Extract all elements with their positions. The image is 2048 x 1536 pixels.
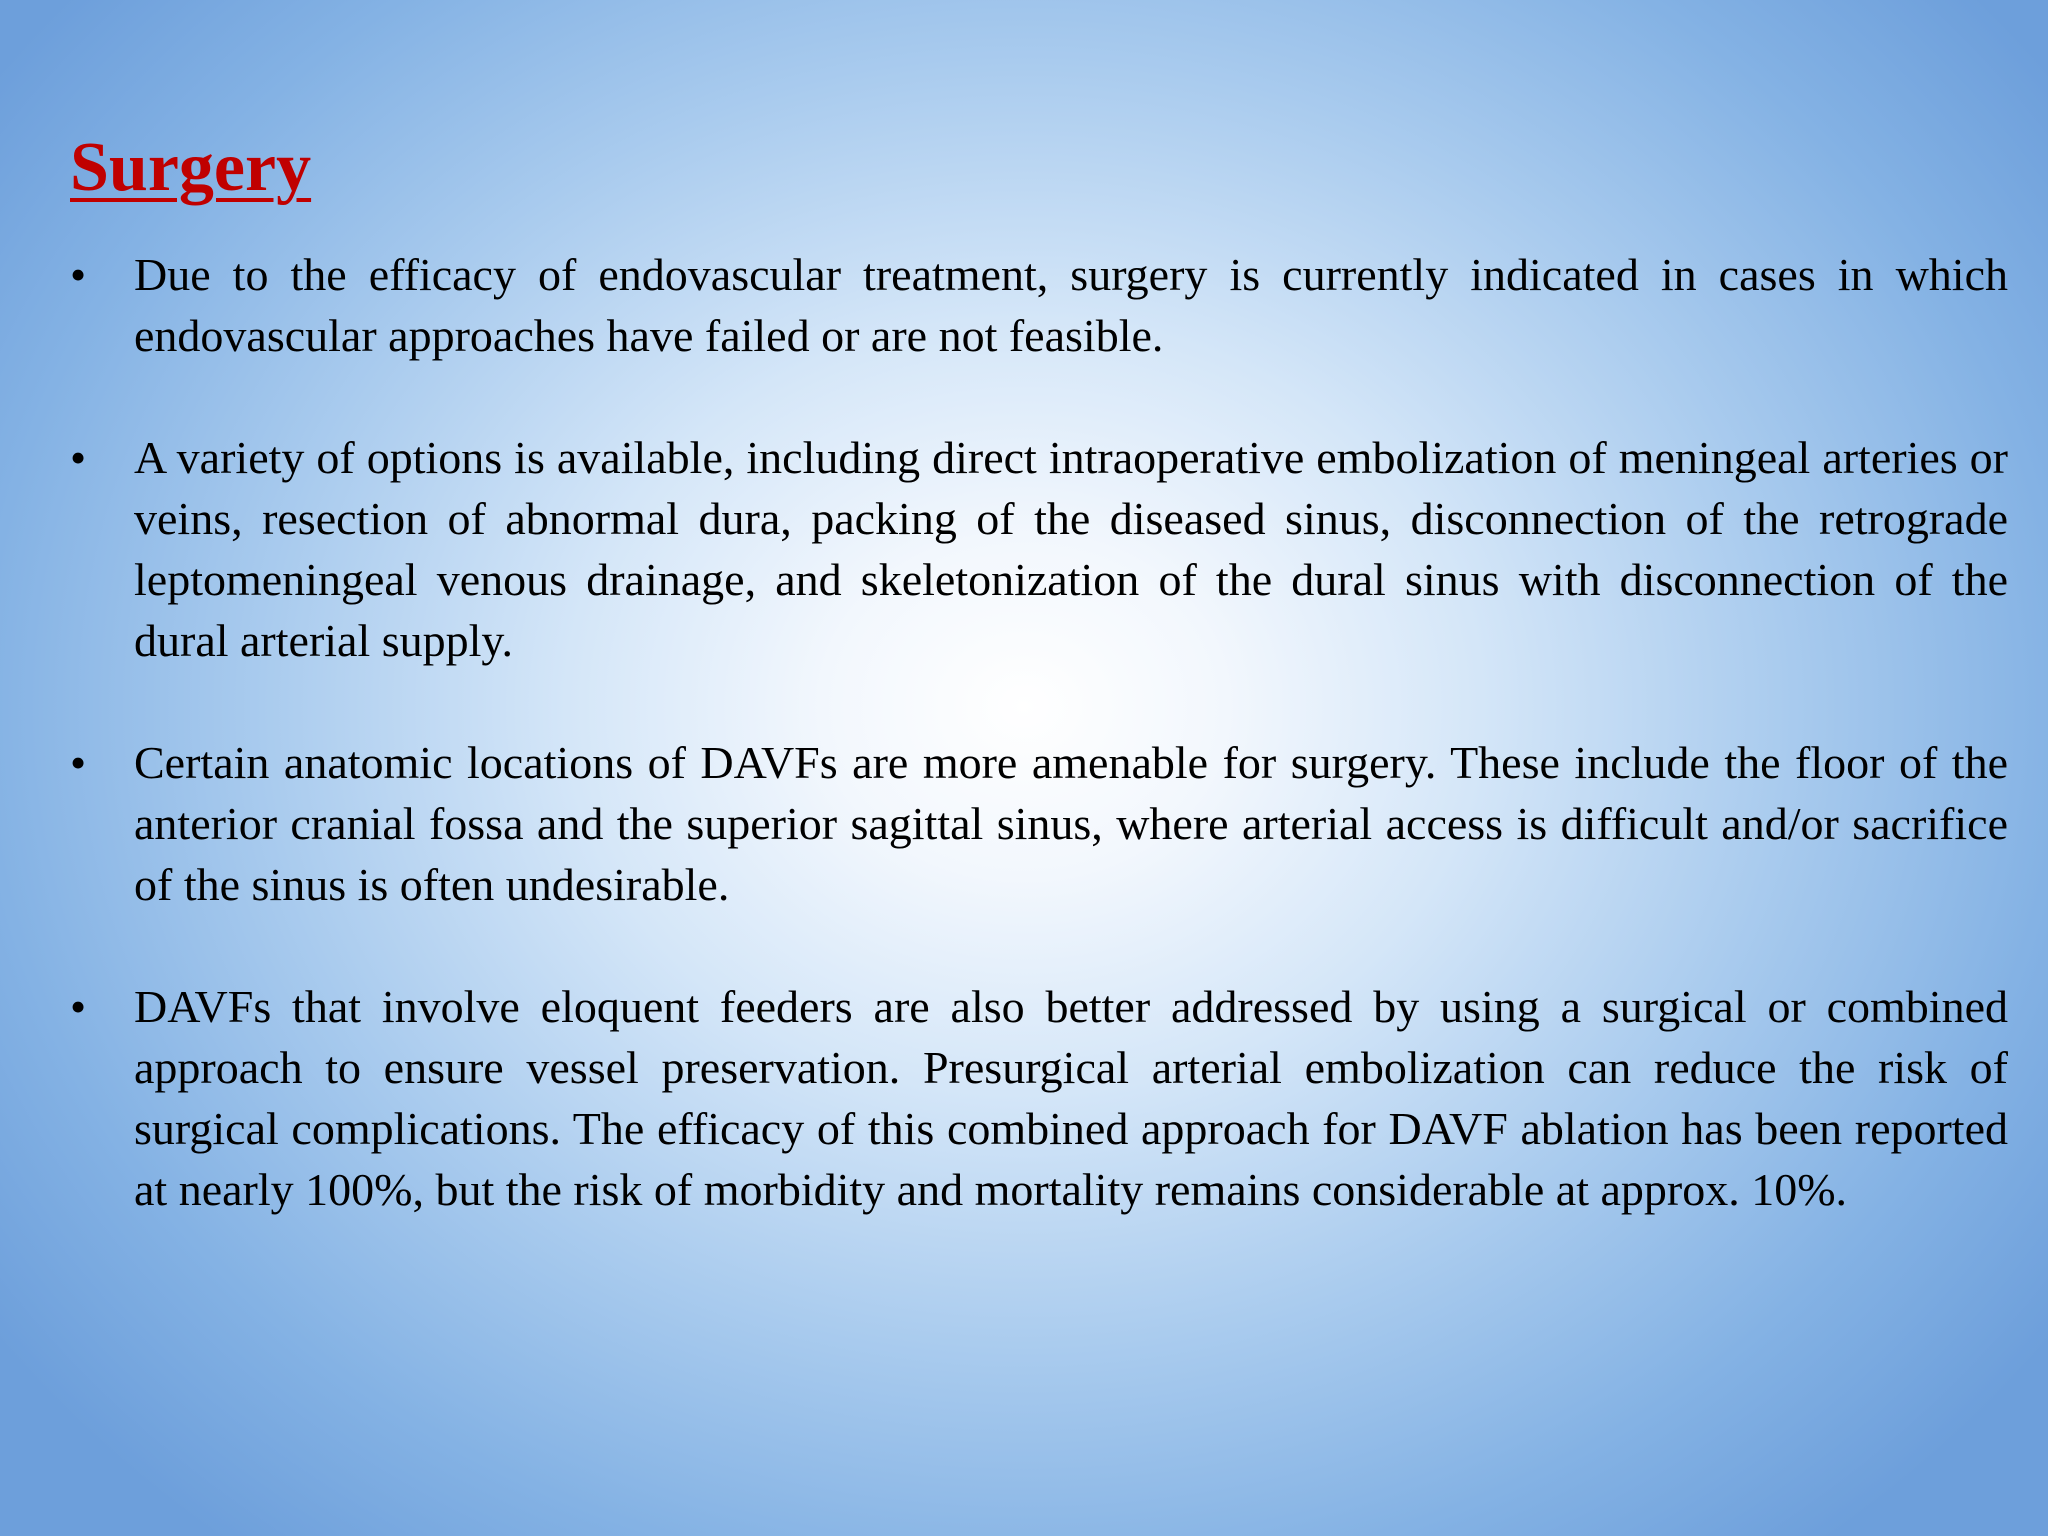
bullet-list [0, 244, 2048, 1281]
bullet-item-2 [0, 427, 2048, 671]
bullet-dot-icon: • [70, 737, 87, 788]
slide-title: Surgery [70, 129, 312, 206]
bullet-item-3 [0, 732, 2048, 915]
bullet-dot-icon: • [70, 432, 87, 483]
bullet-item-4 [0, 976, 2048, 1220]
bullet-text: A variety of options is available, including direct intraoperative embolization of meningeal arteries or veins, resection of abnormal dura, packing of the diseased sinus, disconnection of the retrograde leptomeningeal venous drainage, and skeletonization of the dural sinus with disconnection of the dural arterial supply. [134, 432, 2008, 666]
bullet-dot-icon: • [70, 981, 87, 1032]
bullet-dot-icon: • [70, 249, 87, 300]
bullet-text: Due to the efficacy of endovascular treatment, surgery is currently indicated in cases in which endovascular approaches have failed or are not feasible. [134, 249, 2008, 361]
bullet-text: Certain anatomic locations of DAVFs are more amenable for surgery. These include the floor of the anterior cranial fossa and the superior sagittal sinus, where arterial access is difficult and/or sacrifice of the sinus is often undesirable. [134, 737, 2008, 910]
bullet-text: DAVFs that involve eloquent feeders are also better addressed by using a surgical or combined approach to ensure vessel preservation. Presurgical arterial embolization can reduce the risk of surgical complications. The efficacy of this combined approach for DAVF ablation has been reported at nearly 100%, but the risk of morbidity and mortality remains considerable at approx. 10%. [134, 981, 2008, 1215]
bullet-item-1 [0, 244, 2048, 366]
